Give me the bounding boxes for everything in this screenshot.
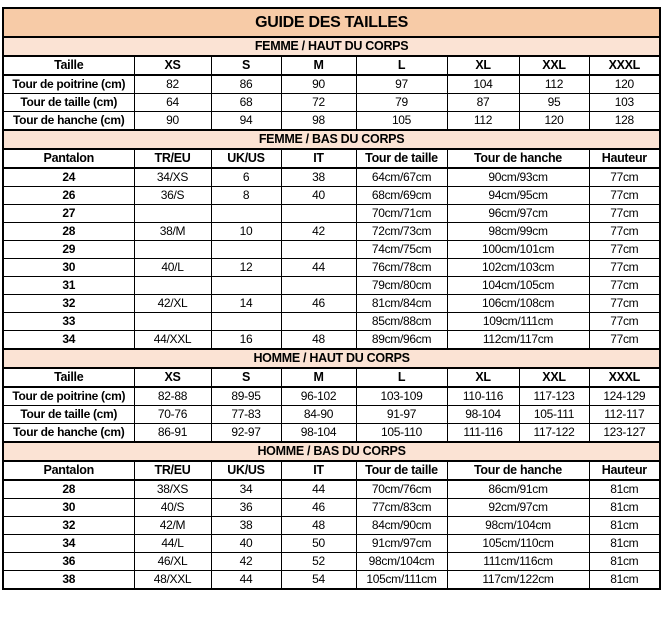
cell-value	[211, 241, 281, 259]
cell-value: 77cm	[589, 241, 660, 259]
cell-value	[211, 277, 281, 295]
cell-value: 98cm/99cm	[447, 223, 589, 241]
table-row	[3, 168, 660, 187]
cell-value: 82	[134, 75, 211, 94]
cell-value: 86	[211, 75, 281, 94]
cell-value: 77cm/83cm	[356, 499, 447, 517]
cell-value: 77-83	[211, 406, 281, 424]
cell-value: 109cm/111cm	[447, 313, 589, 331]
cell-value: 87	[447, 94, 519, 112]
cell-value: 36	[211, 499, 281, 517]
column-header-it: IT	[281, 149, 356, 168]
column-header-row	[3, 368, 660, 387]
row-label: 31	[3, 277, 134, 295]
row-label: 26	[3, 187, 134, 205]
table-row	[3, 517, 660, 535]
cell-value: 112-117	[589, 406, 660, 424]
cell-value: 48/XXL	[134, 571, 211, 590]
cell-value: 16	[211, 331, 281, 350]
title-row	[3, 8, 660, 37]
cell-value: 77cm	[589, 313, 660, 331]
row-label: 32	[3, 295, 134, 313]
cell-value: 97	[356, 75, 447, 94]
cell-value: 120	[589, 75, 660, 94]
row-label: 28	[3, 480, 134, 499]
cell-value: 117cm/122cm	[447, 571, 589, 590]
column-header-tr-eu: TR/EU	[134, 461, 211, 480]
column-header-tour-de-taille: Tour de taille	[356, 461, 447, 480]
row-label: Tour de poitrine (cm)	[3, 387, 134, 406]
table-row	[3, 571, 660, 590]
cell-value: 77cm	[589, 259, 660, 277]
cell-value: 46/XL	[134, 553, 211, 571]
cell-value: 48	[281, 517, 356, 535]
cell-value: 92cm/97cm	[447, 499, 589, 517]
cell-value: 81cm	[589, 553, 660, 571]
cell-value: 34	[211, 480, 281, 499]
column-header-it: IT	[281, 461, 356, 480]
cell-value: 40	[281, 187, 356, 205]
cell-value: 77cm	[589, 205, 660, 223]
cell-value: 105-110	[356, 424, 447, 443]
cell-value: 104cm/105cm	[447, 277, 589, 295]
cell-value: 96cm/97cm	[447, 205, 589, 223]
cell-value: 50	[281, 535, 356, 553]
column-header-xxxl: XXXL	[589, 368, 660, 387]
table-row	[3, 313, 660, 331]
table-row	[3, 187, 660, 205]
cell-value: 77cm	[589, 223, 660, 241]
table-row	[3, 535, 660, 553]
cell-value: 98-104	[447, 406, 519, 424]
column-header-hauteur: Hauteur	[589, 461, 660, 480]
cell-value: 42	[211, 553, 281, 571]
cell-value: 95	[519, 94, 589, 112]
cell-value: 38/M	[134, 223, 211, 241]
cell-value: 77cm	[589, 295, 660, 313]
column-header-pantalon: Pantalon	[3, 461, 134, 480]
cell-value: 94	[211, 112, 281, 131]
row-label: Tour de poitrine (cm)	[3, 75, 134, 94]
row-label: 38	[3, 571, 134, 590]
row-label: Tour de taille (cm)	[3, 94, 134, 112]
cell-value: 44/L	[134, 535, 211, 553]
column-header-xs: XS	[134, 368, 211, 387]
column-header-xl: XL	[447, 368, 519, 387]
cell-value: 79cm/80cm	[356, 277, 447, 295]
row-label: 28	[3, 223, 134, 241]
cell-value: 81cm/84cm	[356, 295, 447, 313]
cell-value: 48	[281, 331, 356, 350]
cell-value: 40/L	[134, 259, 211, 277]
cell-value: 106cm/108cm	[447, 295, 589, 313]
cell-value: 42/M	[134, 517, 211, 535]
column-header-tr-eu: TR/EU	[134, 149, 211, 168]
cell-value: 105cm/111cm	[356, 571, 447, 590]
cell-value: 42/XL	[134, 295, 211, 313]
section-title-femme-bas-du-corps: FEMME / BAS DU CORPS	[3, 130, 660, 149]
row-label: 33	[3, 313, 134, 331]
cell-value: 70-76	[134, 406, 211, 424]
cell-value: 81cm	[589, 535, 660, 553]
table-row	[3, 259, 660, 277]
cell-value: 76cm/78cm	[356, 259, 447, 277]
cell-value: 42	[281, 223, 356, 241]
column-header-pantalon: Pantalon	[3, 149, 134, 168]
cell-value: 81cm	[589, 517, 660, 535]
size-guide-table	[2, 7, 661, 590]
cell-value: 92-97	[211, 424, 281, 443]
cell-value: 77cm	[589, 331, 660, 350]
section-title-homme-haut-du-corps: HOMME / HAUT DU CORPS	[3, 349, 660, 368]
column-header-tour-de-taille: Tour de taille	[356, 149, 447, 168]
cell-value: 8	[211, 187, 281, 205]
cell-value: 68cm/69cm	[356, 187, 447, 205]
cell-value: 74cm/75cm	[356, 241, 447, 259]
row-label: 34	[3, 331, 134, 350]
cell-value: 44	[281, 259, 356, 277]
column-header-uk-us: UK/US	[211, 149, 281, 168]
cell-value: 100cm/101cm	[447, 241, 589, 259]
cell-value	[281, 277, 356, 295]
cell-value: 84cm/90cm	[356, 517, 447, 535]
cell-value: 90	[134, 112, 211, 131]
column-header-hauteur: Hauteur	[589, 149, 660, 168]
column-header-xs: XS	[134, 56, 211, 75]
cell-value: 86cm/91cm	[447, 480, 589, 499]
cell-value: 94cm/95cm	[447, 187, 589, 205]
cell-value: 38	[281, 168, 356, 187]
cell-value	[211, 313, 281, 331]
cell-value: 64cm/67cm	[356, 168, 447, 187]
cell-value: 124-129	[589, 387, 660, 406]
cell-value: 111-116	[447, 424, 519, 443]
cell-value: 44/XXL	[134, 331, 211, 350]
cell-value: 103	[589, 94, 660, 112]
column-header-row	[3, 149, 660, 168]
cell-value: 112cm/117cm	[447, 331, 589, 350]
cell-value: 96-102	[281, 387, 356, 406]
column-header-row	[3, 461, 660, 480]
cell-value: 77cm	[589, 277, 660, 295]
cell-value: 46	[281, 499, 356, 517]
cell-value: 72	[281, 94, 356, 112]
column-header-taille: Taille	[3, 56, 134, 75]
cell-value	[281, 205, 356, 223]
cell-value	[134, 313, 211, 331]
row-label: 30	[3, 499, 134, 517]
cell-value: 64	[134, 94, 211, 112]
cell-value: 14	[211, 295, 281, 313]
cell-value: 77cm	[589, 168, 660, 187]
cell-value	[134, 205, 211, 223]
cell-value: 120	[519, 112, 589, 131]
cell-value: 110-116	[447, 387, 519, 406]
cell-value: 10	[211, 223, 281, 241]
cell-value: 105	[356, 112, 447, 131]
cell-value	[134, 241, 211, 259]
column-header-xxxl: XXXL	[589, 56, 660, 75]
cell-value: 90	[281, 75, 356, 94]
table-row	[3, 553, 660, 571]
table-row	[3, 295, 660, 313]
row-label: 27	[3, 205, 134, 223]
row-label: 32	[3, 517, 134, 535]
cell-value: 82-88	[134, 387, 211, 406]
cell-value: 104	[447, 75, 519, 94]
table-row	[3, 277, 660, 295]
row-label: 29	[3, 241, 134, 259]
cell-value: 52	[281, 553, 356, 571]
cell-value: 98cm/104cm	[356, 553, 447, 571]
cell-value: 105-111	[519, 406, 589, 424]
cell-value: 105cm/110cm	[447, 535, 589, 553]
cell-value: 102cm/103cm	[447, 259, 589, 277]
cell-value: 89cm/96cm	[356, 331, 447, 350]
table-row	[3, 406, 660, 424]
row-label: Tour de hanche (cm)	[3, 424, 134, 443]
cell-value: 112	[447, 112, 519, 131]
table-row	[3, 480, 660, 499]
cell-value: 91cm/97cm	[356, 535, 447, 553]
cell-value: 89-95	[211, 387, 281, 406]
table-row	[3, 387, 660, 406]
cell-value: 44	[211, 571, 281, 590]
cell-value: 54	[281, 571, 356, 590]
cell-value: 40	[211, 535, 281, 553]
column-header-l: L	[356, 368, 447, 387]
table-row	[3, 241, 660, 259]
section-row-femme-haut-du-corps	[3, 37, 660, 56]
cell-value: 40/S	[134, 499, 211, 517]
cell-value: 38	[211, 517, 281, 535]
cell-value: 111cm/116cm	[447, 553, 589, 571]
column-header-row	[3, 56, 660, 75]
row-label: Tour de hanche (cm)	[3, 112, 134, 131]
cell-value: 98cm/104cm	[447, 517, 589, 535]
cell-value: 77cm	[589, 187, 660, 205]
cell-value: 117-123	[519, 387, 589, 406]
size-table-body	[3, 8, 660, 589]
cell-value: 81cm	[589, 480, 660, 499]
cell-value	[281, 241, 356, 259]
cell-value: 85cm/88cm	[356, 313, 447, 331]
row-label: Tour de taille (cm)	[3, 406, 134, 424]
column-header-xxl: XXL	[519, 368, 589, 387]
cell-value: 90cm/93cm	[447, 168, 589, 187]
cell-value: 6	[211, 168, 281, 187]
row-label: 34	[3, 535, 134, 553]
cell-value: 79	[356, 94, 447, 112]
cell-value: 112	[519, 75, 589, 94]
table-row	[3, 223, 660, 241]
table-row	[3, 424, 660, 443]
cell-value	[281, 313, 356, 331]
cell-value: 36/S	[134, 187, 211, 205]
row-label: 36	[3, 553, 134, 571]
table-row	[3, 112, 660, 131]
column-header-uk-us: UK/US	[211, 461, 281, 480]
column-header-l: L	[356, 56, 447, 75]
section-row-femme-bas-du-corps	[3, 130, 660, 149]
column-header-xxl: XXL	[519, 56, 589, 75]
row-label: 24	[3, 168, 134, 187]
cell-value: 117-122	[519, 424, 589, 443]
cell-value: 34/XS	[134, 168, 211, 187]
table-row	[3, 499, 660, 517]
column-header-tour-de-hanche: Tour de hanche	[447, 149, 589, 168]
row-label: 30	[3, 259, 134, 277]
cell-value: 38/XS	[134, 480, 211, 499]
table-row	[3, 94, 660, 112]
cell-value: 123-127	[589, 424, 660, 443]
column-header-m: M	[281, 368, 356, 387]
section-row-homme-haut-du-corps	[3, 349, 660, 368]
cell-value: 68	[211, 94, 281, 112]
section-row-homme-bas-du-corps	[3, 442, 660, 461]
cell-value: 70cm/76cm	[356, 480, 447, 499]
cell-value: 81cm	[589, 571, 660, 590]
cell-value: 91-97	[356, 406, 447, 424]
column-header-tour-de-hanche: Tour de hanche	[447, 461, 589, 480]
table-row	[3, 331, 660, 350]
cell-value: 12	[211, 259, 281, 277]
page-title: GUIDE DES TAILLES	[3, 8, 660, 37]
column-header-taille: Taille	[3, 368, 134, 387]
cell-value: 72cm/73cm	[356, 223, 447, 241]
cell-value	[211, 205, 281, 223]
cell-value: 84-90	[281, 406, 356, 424]
cell-value: 98-104	[281, 424, 356, 443]
column-header-xl: XL	[447, 56, 519, 75]
cell-value: 128	[589, 112, 660, 131]
column-header-m: M	[281, 56, 356, 75]
column-header-s: S	[211, 368, 281, 387]
column-header-s: S	[211, 56, 281, 75]
cell-value: 81cm	[589, 499, 660, 517]
cell-value: 46	[281, 295, 356, 313]
section-title-homme-bas-du-corps: HOMME / BAS DU CORPS	[3, 442, 660, 461]
cell-value: 103-109	[356, 387, 447, 406]
cell-value	[134, 277, 211, 295]
cell-value: 86-91	[134, 424, 211, 443]
table-row	[3, 205, 660, 223]
cell-value: 44	[281, 480, 356, 499]
section-title-femme-haut-du-corps: FEMME / HAUT DU CORPS	[3, 37, 660, 56]
table-row	[3, 75, 660, 94]
cell-value: 98	[281, 112, 356, 131]
cell-value: 70cm/71cm	[356, 205, 447, 223]
